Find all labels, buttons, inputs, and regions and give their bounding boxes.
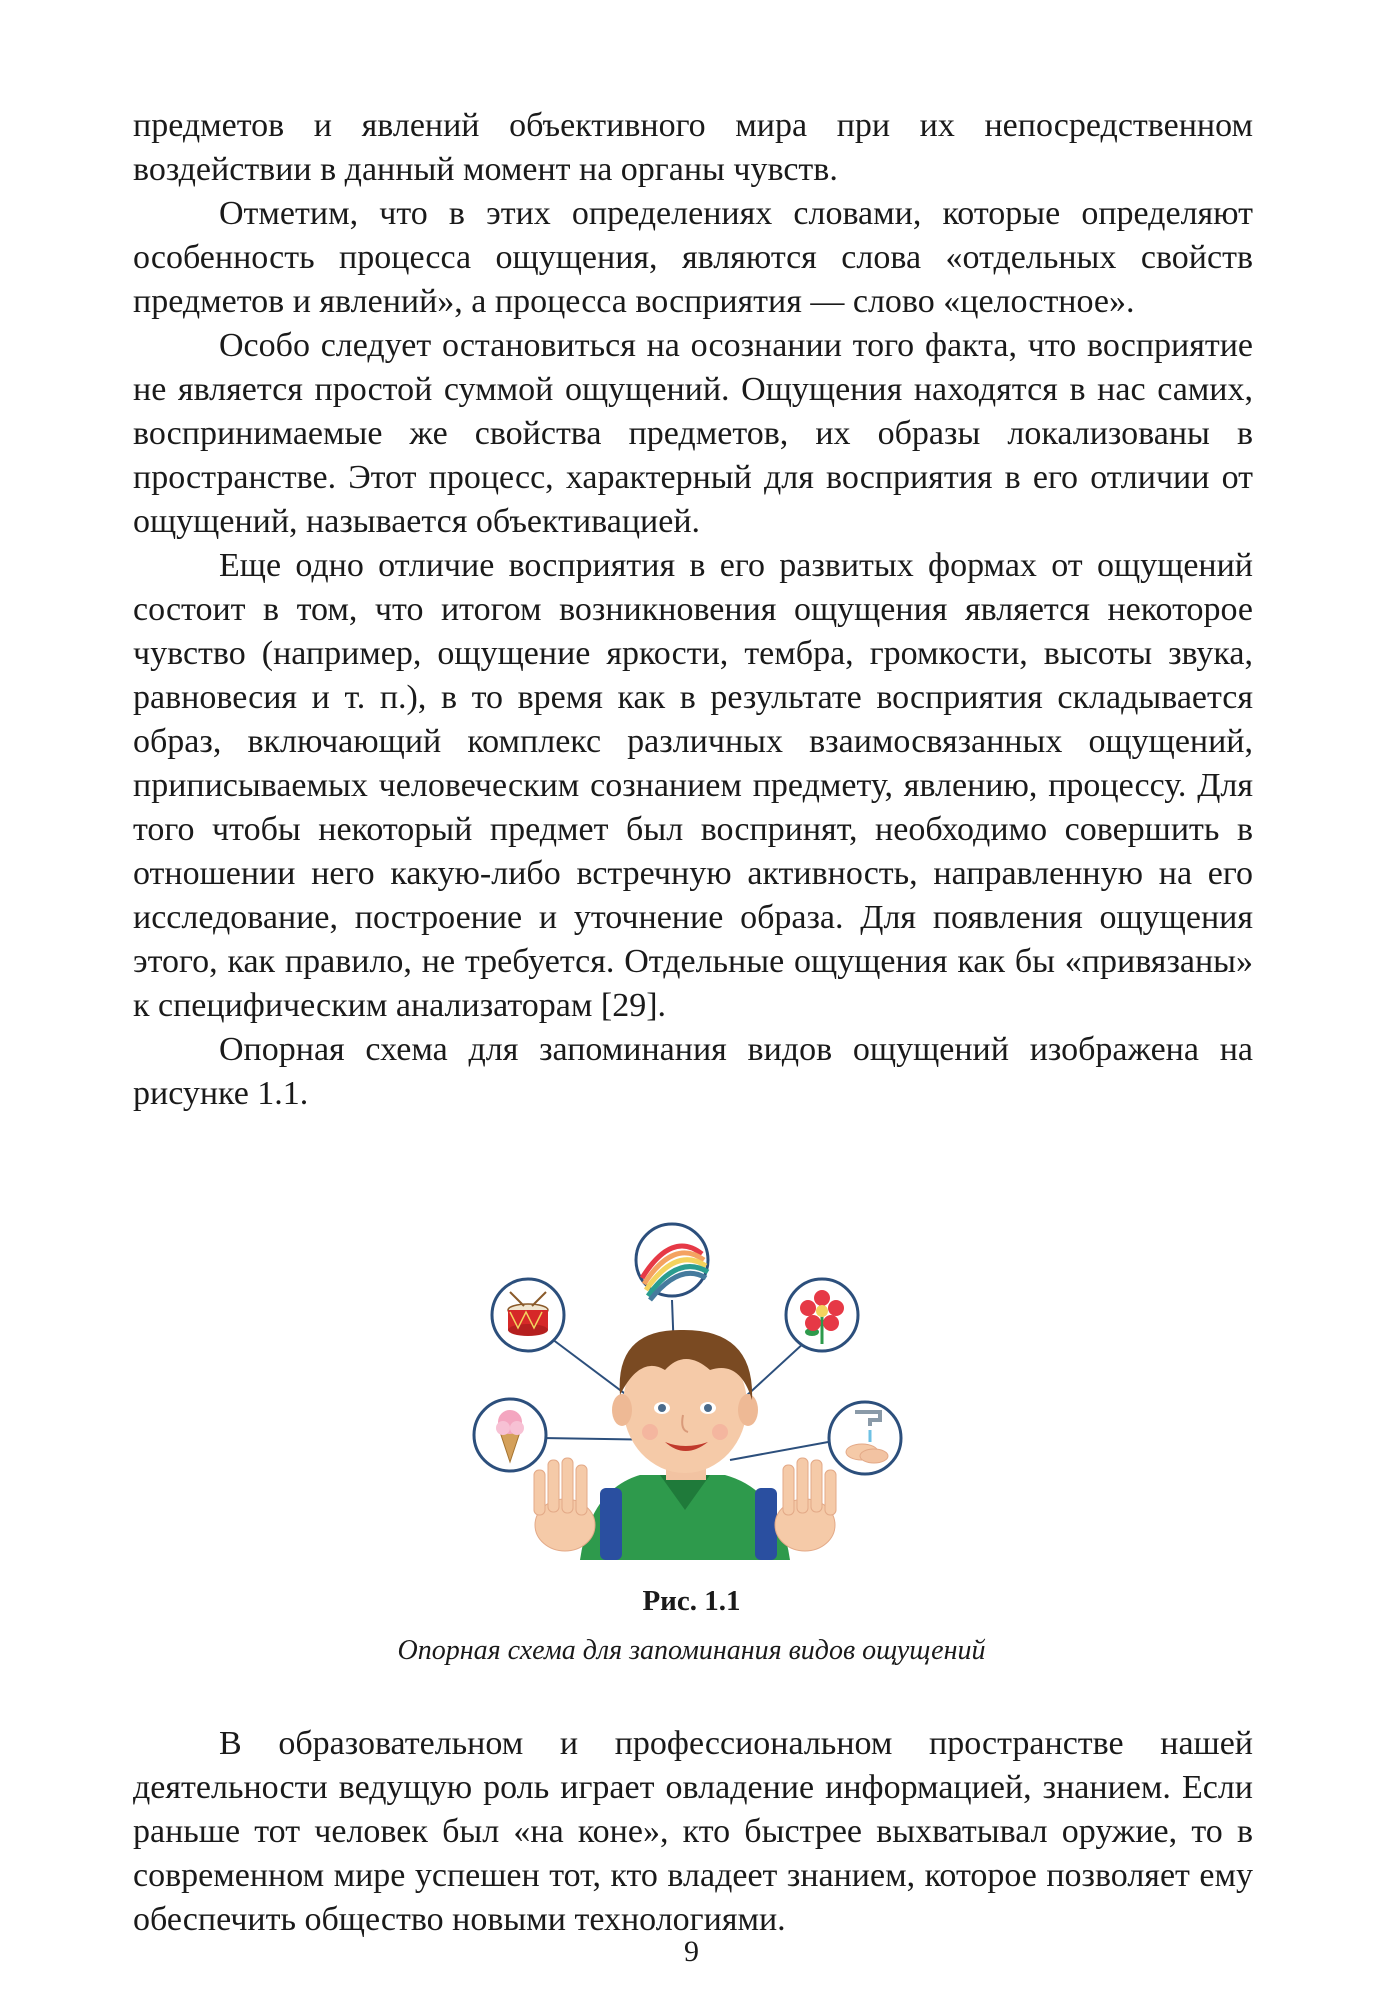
figure-svg (470, 1220, 910, 1560)
paragraph-perception-difference: Еще одно отличие восприятия в его развитых формах от ощущений состоит в том, что итогом возникновения ощущения является некоторое чувство (например, ощущение яркости, тембра, громкости, высоты звука, равновесия и т. п.), в то время как в результате восприятия складывается образ, включающий комплекс различных взаимосвязанных ощущений, приписываемых человеческим сознанием предмету, явлению, процессу. Для того чтобы некоторый предмет был воспринят, необходимо совершить в отношении него какую-либо встречную активность, направленную на его исследование, построение и уточнение образа. Для появления ощущения этого, как правило, не требуется. Отдельные ощущения как бы «привязаны» к специфическим анализаторам [29]. (133, 547, 1253, 1024)
page-number: 9 (684, 1935, 699, 1968)
boy-figure-icon (534, 1330, 836, 1560)
paragraph-objectivation: Особо следует остановиться на осознании того факта, что восприятие не является простой суммой ощущений. Ощущения находятся в нас самих, воспринимаемые же свойства предметов, их образы локализованы в пространстве. Этот процесс, характерный для восприятия в его отличии от ощущений, называется объективацией. (133, 327, 1253, 540)
top-text-block (133, 104, 1253, 1116)
drum-icon (492, 1279, 564, 1351)
rainbow-icon (636, 1224, 708, 1300)
figure-caption-title: Рис. 1.1 (642, 1585, 741, 1617)
hand-washing-icon (829, 1402, 901, 1474)
bottom-text-block (133, 1722, 1253, 1942)
paragraph-definitions: Отметим, что в этих определениях словами, которые определяют особенность процесса ощущения, являются слова «отдельных свойств предметов и явлений», а процесса восприятия — слово «целостное». (133, 195, 1253, 320)
paragraph-continuation: предметов и явлений объективного мира при их непосредственном воздействии в данный момент на органы чувств. (133, 107, 1253, 188)
flower-icon (786, 1279, 858, 1351)
ice-cream-icon (474, 1399, 546, 1471)
figure-caption-text: Опорная схема для запоминания видов ощущений (397, 1635, 986, 1666)
paragraph-education: В образовательном и профессиональном пространстве нашей деятельности ведущую роль играет овладение информацией, знанием. Если раньше тот человек был «на коне», кто быстрее выхватывал оружие, то в современном мире успешен тот, кто владеет знанием, которое позволяет ему обеспечить общество новыми технологиями. (133, 1725, 1253, 1938)
figure-illustration (470, 1220, 910, 1560)
paragraph-figure-reference: Опорная схема для запоминания видов ощущений изображена на рисунке 1.1. (133, 1031, 1253, 1112)
